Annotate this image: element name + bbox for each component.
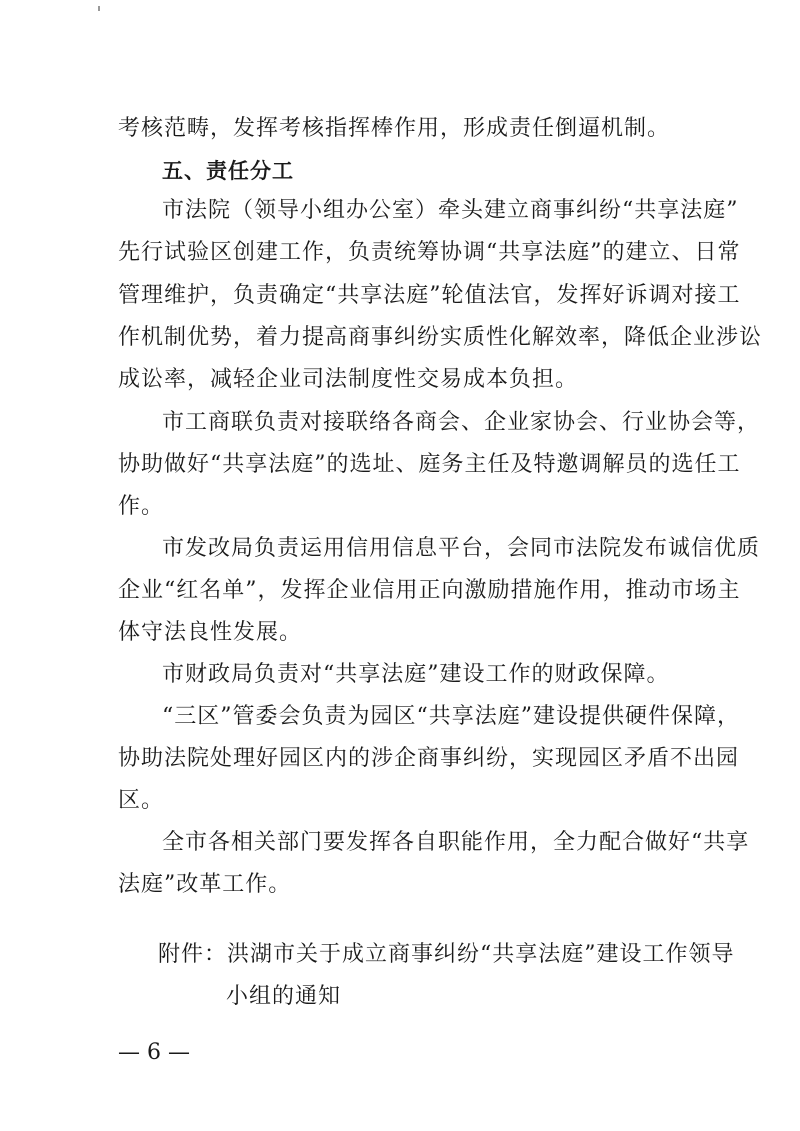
text-line: 市工商联负责对接联络各商会、企业家协会、行业协会等， — [162, 410, 761, 435]
text-line: 协助做好“共享法庭”的选址、庭务主任及特邀调解员的选任工 — [118, 452, 741, 477]
text-line: 市财政局负责对“共享法庭”建设工作的财政保障。 — [162, 662, 670, 687]
text-line: 企业“红名单”，发挥企业信用正向激励措施作用，推动市场主 — [118, 578, 741, 603]
text-line: 成讼率，减轻企业司法制度性交易成本负担。 — [118, 367, 579, 392]
text-line: 全市各相关部门要发挥各自职能作用，全力配合做好“共享 — [162, 830, 750, 855]
text-line: 考核范畴，发挥考核指挥棒作用，形成责任倒逼机制。 — [118, 116, 671, 141]
page-number: — 6 — — [118, 1040, 190, 1065]
text-line: “三区”管委会负责为园区“共享法庭”建设提供硬件保障， — [162, 704, 740, 729]
text-line: 体守法良性发展。 — [118, 620, 303, 645]
text-line: 区。 — [118, 788, 165, 813]
attachment-line: 附件：洪湖市关于成立商事纠纷“共享法庭”建设工作领导 — [158, 942, 735, 967]
text-line: 作机制优势，着力提高商事纠纷实质性化解效率，降低企业涉讼 — [118, 325, 763, 350]
text-line: 协助法院处理好园区内的涉企商事纠纷，实现园区矛盾不出园 — [118, 746, 740, 771]
section-heading: 五、责任分工 — [162, 159, 294, 183]
text-line: 管理维护，负责确定“共享法庭”轮值法官，发挥好诉调对接工 — [118, 283, 741, 308]
attachment-line: 小组的通知 — [226, 984, 342, 1009]
text-line: 市法院（领导小组办公室）牵头建立商事纠纷“共享法庭” — [162, 198, 739, 223]
text-line: 市发改局负责运用信用信息平台，会同市法院发布诚信优质 — [162, 536, 761, 561]
text-line: 先行试验区创建工作，负责统筹协调“共享法庭”的建立、日常 — [118, 240, 741, 265]
text-line: 作。 — [118, 494, 165, 519]
text-line: 法庭”改革工作。 — [118, 872, 292, 897]
scan-speck — [98, 6, 100, 11]
